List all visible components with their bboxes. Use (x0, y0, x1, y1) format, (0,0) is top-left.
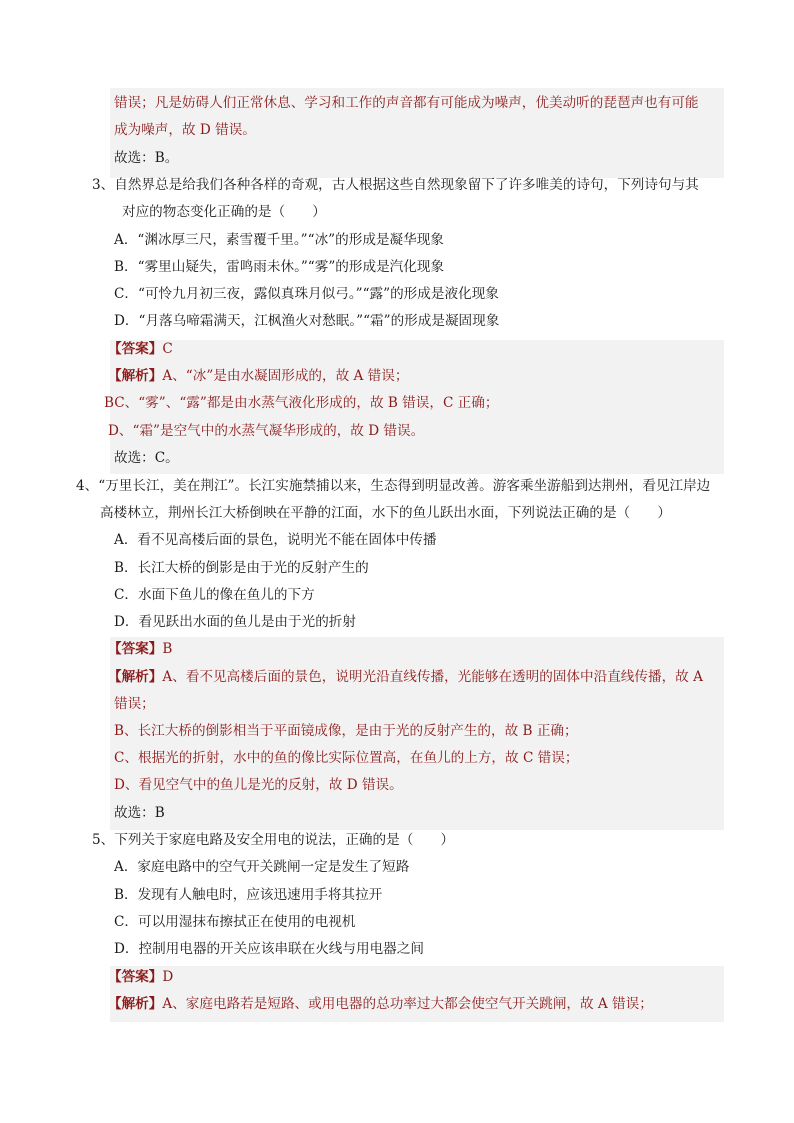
q3-choose: 故选：C。 (114, 450, 179, 466)
q4-option-c: C．水面下鱼儿的像在鱼儿的下方 (114, 587, 315, 603)
q4-analysis-line2: B、长江大桥的倒影相当于平面镜成像，是由于光的反射产生的，故 B 正确； (114, 723, 578, 739)
analysis-tag: 【解析】 (108, 368, 163, 384)
q4-option-a: A．看不见高楼后面的景色，说明光不能在固体中传播 (114, 532, 437, 548)
analysis-text: A、家庭电路若是短路、或用电器的总功率过大都会使空气开关跳闸，故 A 错误； (162, 996, 653, 1012)
answer-value: D (162, 969, 174, 985)
q5-stem-line1: 5、下列关于家庭电路及安全用电的说法，正确的是（ ） (92, 832, 455, 848)
q3-answer (108, 336, 173, 363)
analysis-text: A、看不见高楼后面的景色，说明光沿直线传播，光能够在透明的固体中沿直线传播，故 A (162, 669, 703, 685)
q2-choose: 故选：B。 (114, 150, 179, 166)
q5-option-b: B．发现有人触电时，应该迅速用手将其拉开 (114, 887, 383, 903)
q3-stem-line1: 3、自然界总是给我们各种各样的奇观，古人根据这些自然现象留下了许多唯美的诗句，下列诗句与其 (92, 177, 699, 193)
answer-tag: 【答案】 (108, 969, 163, 985)
q4-analysis-line3: C、根据光的折射，水中的鱼的像比实际位置高，在鱼儿的上方，故 C 错误； (114, 750, 579, 766)
q3-option-a: A．“渊冰厚三尺，素雪覆千里。”“冰”的形成是凝华现象 (114, 232, 444, 248)
analysis-tag: 【解析】 (108, 996, 163, 1012)
q3-stem-line2: 对应的物态变化正确的是（ ） (122, 204, 326, 220)
q5-answer (108, 964, 173, 991)
q4-answer (108, 636, 172, 663)
q4-stem-line2: 高楼林立，荆州长江大桥倒映在平静的江面，水下的鱼儿跃出水面，下列说法正确的是（ ） (100, 505, 671, 521)
q3-option-b: B．“雾里山疑失，雷鸣雨未休。”“雾”的形成是汽化现象 (114, 259, 445, 275)
q4-analysis-line4: D、看见空气中的鱼儿是光的反射，故 D 错误。 (114, 777, 403, 793)
q5-analysis-line1 (108, 991, 653, 1018)
q3-option-c: C．“可怜九月初三夜，露似真珠月似弓。”“露”的形成是液化现象 (114, 286, 499, 302)
q2-analysis-line1: 错误；凡是妨碍人们正常休息、学习和工作的声音都有可能成为噪声，优美动听的琵琶声也有可能 (114, 95, 699, 111)
q3-analysis-line3: D、“霜”是空气中的水蒸气凝华形成的，故 D 错误。 (108, 423, 425, 439)
q3-analysis-line2: BC、“雾”、“露”都是由水蒸气液化形成的，故 B 错误，C 正确； (104, 395, 499, 411)
q2-analysis-line2: 成为噪声，故 D 错误。 (114, 122, 256, 138)
q5-option-d: D．控制用电器的开关应该串联在火线与用电器之间 (114, 941, 424, 957)
q5-option-a: A．家庭电路中的空气开关跳闸一定是发生了短路 (114, 859, 410, 875)
answer-tag: 【答案】 (108, 341, 163, 357)
answer-value: B (162, 641, 173, 657)
analysis-text: A、“冰”是由水凝固形成的，故 A 错误； (162, 368, 409, 384)
q4-analysis-line1-cont: 错误； (114, 696, 155, 712)
answer-value: C (162, 341, 173, 357)
q5-option-c: C．可以用湿抹布擦拭正在使用的电视机 (114, 914, 356, 930)
q3-option-d: D．“月落乌啼霜满天，江枫渔火对愁眠。”“霜”的形成是凝固现象 (114, 313, 500, 329)
q3-analysis-line1 (108, 363, 408, 390)
q4-option-d: D．看见跃出水面的鱼儿是由于光的折射 (114, 614, 356, 630)
analysis-tag: 【解析】 (108, 669, 163, 685)
q4-choose: 故选：B (114, 805, 165, 821)
q4-option-b: B．长江大桥的倒影是由于光的反射产生的 (114, 560, 369, 576)
q4-stem-line1: 4、“万里长江，美在荆江”。长江实施禁捕以来，生态得到明显改善。游客乘坐游船到达荆州，看见江岸边 (76, 478, 711, 494)
q4-analysis-line1 (108, 664, 703, 691)
answer-tag: 【答案】 (108, 641, 163, 657)
